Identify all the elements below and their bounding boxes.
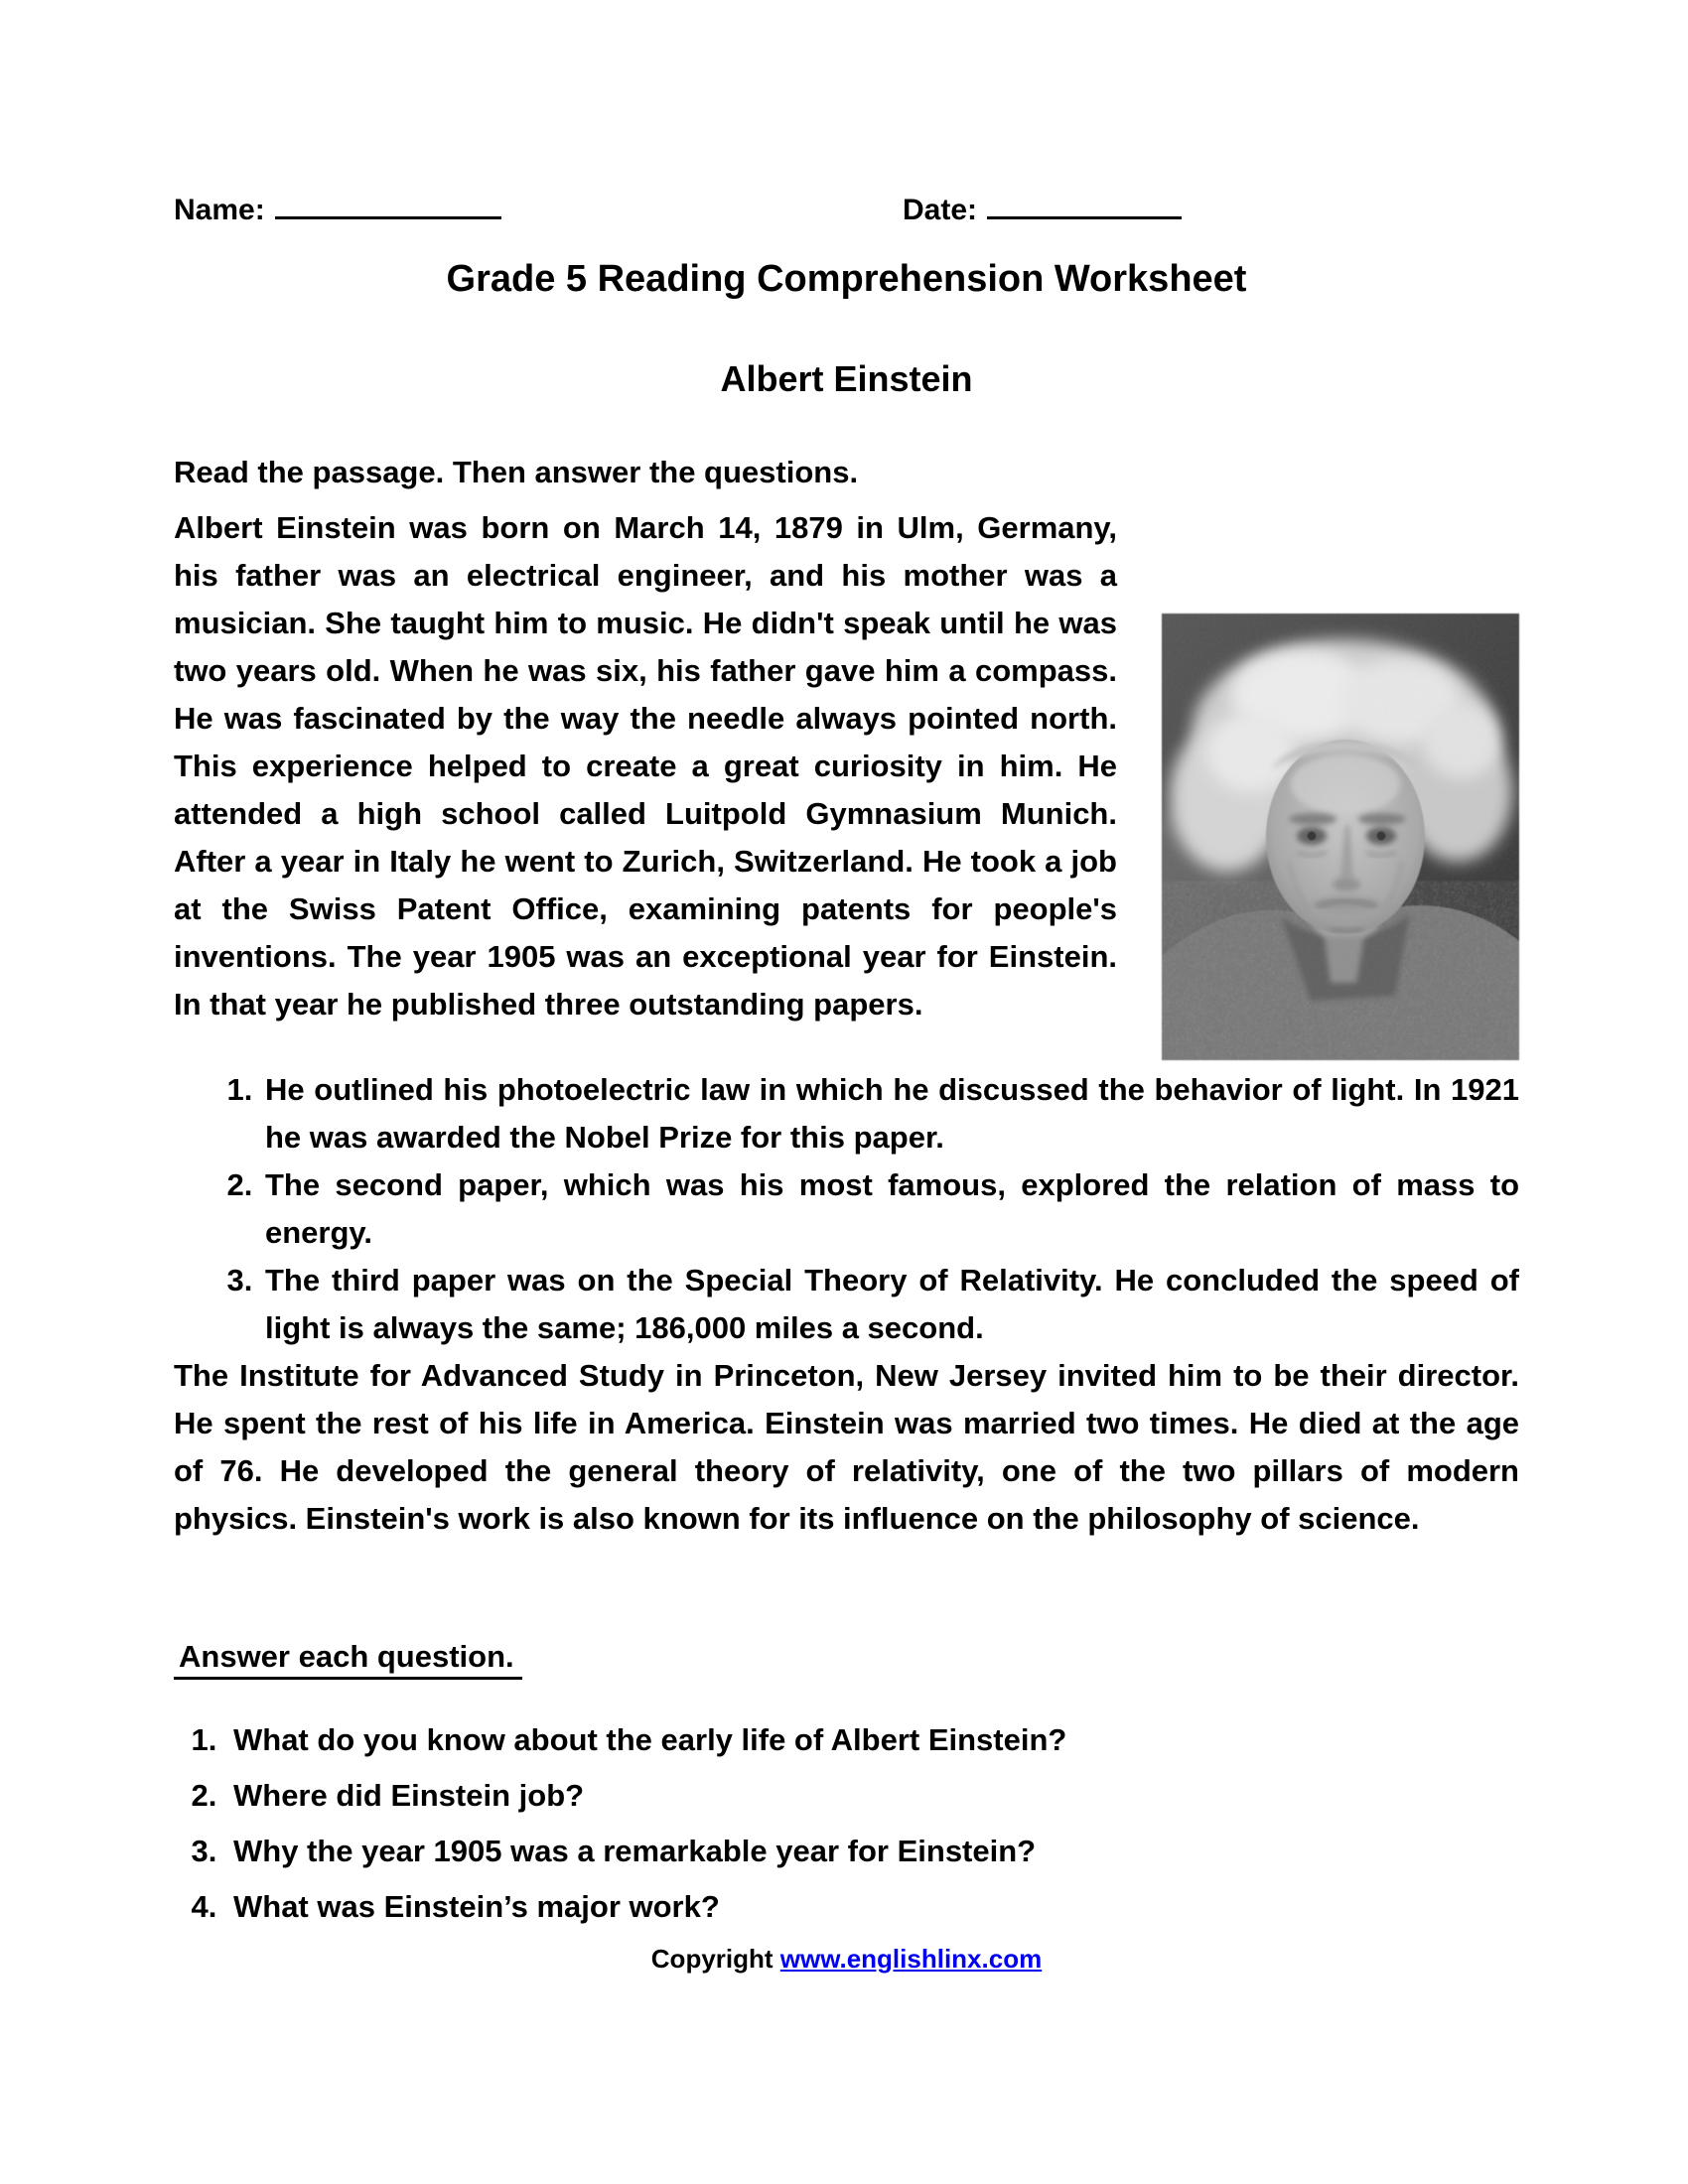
einstein-portrait-image <box>1162 614 1519 1060</box>
question-2: 2. Where did Einstein job? <box>225 1776 1519 1816</box>
passage-numbered-points <box>174 1066 1519 1352</box>
question-3: 3. Why the year 1905 was a remarkable year for Einstein? <box>225 1832 1519 1871</box>
question-1: 1. What do you know about the early life of Albert Einstein? <box>225 1720 1519 1760</box>
instructions-text: Read the passage. Then answer the questions. <box>174 455 859 489</box>
passage <box>174 504 1519 1543</box>
passage-point-3: 3. The third paper was on the Special Theory of Relativity. He concluded the speed of light is always the same; 186,000 miles a second. <box>261 1257 1519 1352</box>
passage-title: Albert Einstein <box>720 358 973 399</box>
questions-list <box>174 1720 1519 1927</box>
date-label: Date: <box>902 194 977 226</box>
page-title: Grade 5 Reading Comprehension Worksheet <box>446 258 1247 300</box>
passage-point-2: 2. The second paper, which was his most famous, explored the relation of mass to energy. <box>261 1161 1519 1257</box>
copyright-link[interactable]: www.englishlinx.com <box>779 1944 1043 1974</box>
name-field <box>174 191 501 228</box>
date-field <box>903 191 1182 228</box>
copyright-label: Copyright <box>650 1944 780 1974</box>
question-4: 4. What was Einstein’s major work? <box>225 1887 1519 1927</box>
passage-point-1: 1. He outlined his photoelectric law in which he discussed the behavior of light. In 1921 he was awarded the Nobel Prize for this paper. <box>261 1066 1519 1161</box>
passage-paragraph-1: Albert Einstein was born on March 14, 1879 in Ulm, Germany, his father was an electrical engineer, and his mother was a musician. She taught him to music. He didn't speak until he was two years old. When he was six, his father gave him a compass. He was fascinated by the way the needle always pointed north. This experience helped to create a great curiosity in him. He attended a high school called Luitpold Gymnasium Munich. After a year in Italy he went to Zurich, Switzerland. He took a job at the Swiss Patent Office, examining patents for people's inventions. The year 1905 was an exceptional year for Einstein. In that year he published three outstanding papers. <box>174 510 1117 1022</box>
name-label: Name: <box>174 194 265 226</box>
header-row <box>174 191 1519 228</box>
copyright-line <box>174 1943 1519 1975</box>
date-blank-line <box>987 191 1182 219</box>
questions-heading-text: Answer each question. <box>174 1639 522 1680</box>
questions-heading <box>174 1637 1519 1677</box>
name-blank-line <box>275 191 501 219</box>
passage-paragraph-2: The Institute for Advanced Study in Princeton, New Jersey invited him to be their director. He spent the rest of his life in America. Einstein was married two times. He died at the age of 76. He developed the general theory of relativity, one of the two pillars of modern physics. Einstein's work is also known for its influence on the philosophy of science. <box>174 1358 1519 1536</box>
